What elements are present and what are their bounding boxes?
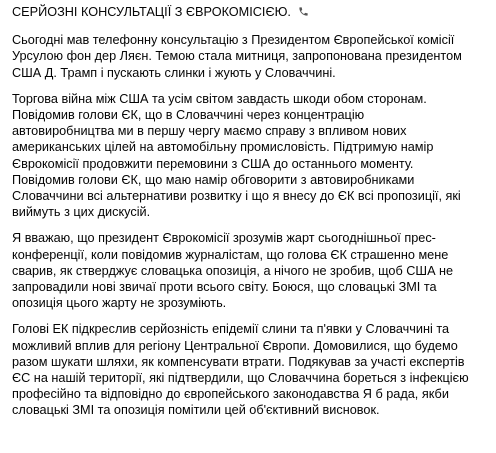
post-text-line: автовиробництва ми в першу чергу маємо справу з впливом нових (12, 124, 407, 139)
post-paragraph (12, 230, 488, 311)
post-text-line: Повідомив голови ЄК, що маю намір обговорити з автовиробниками (12, 172, 415, 187)
post-text-line: Урсулою фон дер Ляєн. Темою стала митниця, запропонована президентом (12, 49, 462, 64)
post-paragraph (12, 321, 488, 418)
telephone-receiver-icon (298, 6, 309, 17)
post-text-line: Я вважаю, що президент Єврокомісії зрозумів жарт сьогоднішньої прес- (12, 231, 436, 246)
post-text-line: ЄС на нашій території, які підтвердили, що Словаччина бореться з інфекцією (12, 371, 469, 386)
post-text-line: професійно та відповідно до європейського законодавства Я б рада, якби (12, 387, 449, 402)
post-title (12, 4, 488, 20)
post-text-line: словацькі ЗМІ та опозиція помітили цей об'єктивний висновок. (12, 403, 380, 418)
post-text-line: разом шукати шляхи, як компенсувати втрати. Подякував за участі експертів (12, 354, 465, 369)
post-text-line: запровадили нові звичаї проти всього світу. Боюся, що словацькі ЗМІ та (12, 280, 437, 295)
post-text-line: виймуть з цих дискусій. (12, 205, 151, 220)
post-text-line: можливий вплив для регіону Центральної Європи. Домовилися, що будемо (12, 338, 458, 353)
post-text-line: конференції, коли повідомив журналістам, що голова ЄК страшенно мене (12, 247, 449, 262)
post-text-line: сварив, як стверджує словацька опозиція, а нічого не зробив, щоб США не (12, 263, 454, 278)
post-text-line: американських цілей на автомобільну промисловість. Підтримую намір (12, 140, 434, 155)
post-text-line: Повідомив голови ЄК, що в Словаччині через концентрацію (12, 108, 365, 123)
post-title-text: СЕРЙОЗНІ КОНСУЛЬТАЦІЇ З ЄВРОКОМІСІЄЮ. (12, 5, 291, 19)
post-text-line: Словаччини всі альтернативи розвитку і що я внесу до ЄК всі пропозиції, які (12, 189, 461, 204)
post-paragraph (12, 32, 488, 81)
post-text-line: Торгова війна між США та усім світом завдасть шкоди обом сторонам. (12, 91, 427, 106)
post-text-line: Голові ЕК підкреслив серйозність епідемії слини та п'явки у Словаччині та (12, 322, 450, 337)
post-text-line: Сьогодні мав телефонну консультацію з Президентом Європейської комісії (12, 33, 455, 48)
post-text-line: Єврокомісії продовжити перемовини з США до останнього моменту. (12, 156, 414, 171)
post-paragraph (12, 91, 488, 221)
post-text-line: опозиція цього жарту не зрозуміють. (12, 296, 227, 311)
post-text-line: США Д. Трамп і пускають слинки і жують у Словаччині. (12, 65, 336, 80)
